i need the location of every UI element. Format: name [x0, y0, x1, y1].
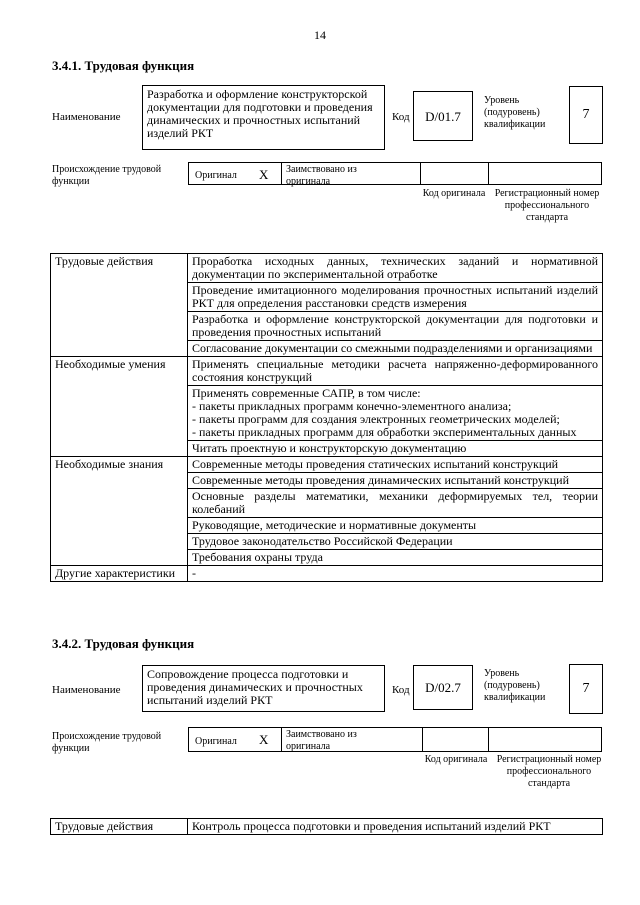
- table-row: [51, 254, 603, 283]
- reg-num-label: Регистрационный номер профессионального стандарта: [494, 188, 600, 223]
- row-label: Трудовые действия: [51, 819, 188, 835]
- original-label: Оригинал: [195, 170, 237, 181]
- row-label: Необходимые умения: [51, 357, 188, 457]
- borrowed-label: Заимствовано из оригинала: [286, 164, 357, 187]
- divider: [488, 162, 489, 185]
- divider: [420, 162, 421, 185]
- list-item: Трудовое законодательство Российской Федерации: [188, 534, 603, 550]
- code-orig-label: Код оригинала: [422, 188, 486, 199]
- code-value: D/02.7: [425, 680, 461, 695]
- level-label: Уровень (подуровень) квалификации: [484, 668, 546, 703]
- level-value: 7: [582, 681, 590, 696]
- table-row: [51, 357, 603, 386]
- list-item: Читать проектную и конструкторскую документацию: [188, 441, 603, 457]
- code-label: Код: [392, 684, 410, 696]
- list-item: Контроль процесса подготовки и проведения испытаний изделий РКТ: [188, 819, 603, 835]
- code-box: [413, 665, 473, 710]
- function-name: Сопровождение процесса подготовки и проведения динамических и прочностных испытаний изделий РКТ: [147, 667, 363, 707]
- list-item: Проработка исходных данных, технических заданий и нормативной документации по экспериментальной отработке: [188, 254, 603, 283]
- list-item: -: [188, 566, 603, 582]
- list-item: Руководящие, методические и нормативные документы: [188, 518, 603, 534]
- origin-label: Происхождение трудовой функции: [52, 731, 162, 754]
- section-heading: 3.4.2. Трудовая функция: [52, 636, 195, 651]
- table-row: [51, 457, 603, 473]
- code-label: Код: [392, 111, 410, 123]
- list-item: Применять современные САПР, в том числе: - пакеты прикладных программ конечно-элементного анализа; - пакеты программ для создания электронных геометрических моделей; - пакеты прикладных программ для обработки экспериментальных данных: [188, 386, 603, 441]
- list-item: Современные методы проведения динамических испытаний конструкций: [188, 473, 603, 489]
- name-label: Наименование: [52, 684, 121, 696]
- reg-num-label: Регистрационный номер профессионального стандарта: [496, 754, 602, 789]
- original-label: Оригинал: [195, 736, 237, 747]
- name-label: Наименование: [52, 111, 121, 123]
- original-mark: X: [259, 732, 269, 747]
- list-item: Требования охраны труда: [188, 550, 603, 566]
- list-item: Основные разделы математики, механики деформируемых тел, теории колебаний: [188, 489, 603, 518]
- level-label: Уровень (подуровень) квалификации: [484, 95, 546, 130]
- list-item: Применять специальные методики расчета напряженно-деформированного состояния конструкций: [188, 357, 603, 386]
- list-item: Разработка и оформление конструкторской документации для подготовки и проведения прочностных испытаний: [188, 312, 603, 341]
- level-box: [569, 86, 603, 144]
- table-row: [51, 819, 603, 835]
- divider: [422, 727, 423, 752]
- code-value: D/01.7: [425, 108, 461, 124]
- level-box: [569, 664, 603, 714]
- page-number: 14: [314, 28, 326, 42]
- code-orig-label: Код оригинала: [424, 754, 488, 765]
- origin-table: [188, 162, 602, 185]
- origin-label: Происхождение трудовой функции: [52, 164, 162, 187]
- divider: [281, 162, 282, 185]
- borrowed-label: Заимствовано из оригинала: [286, 729, 357, 752]
- function-name-box: [142, 85, 385, 150]
- row-label: Трудовые действия: [51, 254, 188, 357]
- level-value: 7: [582, 107, 590, 122]
- row-label: Другие характеристики: [51, 566, 188, 582]
- divider: [488, 727, 489, 752]
- list-item: Проведение имитационного моделирования прочностных испытаний изделий РКТ для определения расстановки средств измерения: [188, 283, 603, 312]
- divider: [281, 727, 282, 752]
- function-details-table: [50, 818, 603, 835]
- function-name-box: [142, 665, 385, 712]
- list-item: Современные методы проведения статических испытаний конструкций: [188, 457, 603, 473]
- origin-table: [188, 727, 602, 752]
- table-row: [51, 566, 603, 582]
- function-name: Разработка и оформление конструкторской документации для подготовки и проведения динамических и прочностных испытаний изделий РКТ: [147, 87, 373, 140]
- section-heading: 3.4.1. Трудовая функция: [52, 58, 195, 73]
- list-item: Согласование документации со смежными подразделениями и организациями: [188, 341, 603, 357]
- code-box: [413, 91, 473, 141]
- row-label: Необходимые знания: [51, 457, 188, 566]
- function-details-table: [50, 253, 603, 582]
- original-mark: X: [259, 167, 269, 182]
